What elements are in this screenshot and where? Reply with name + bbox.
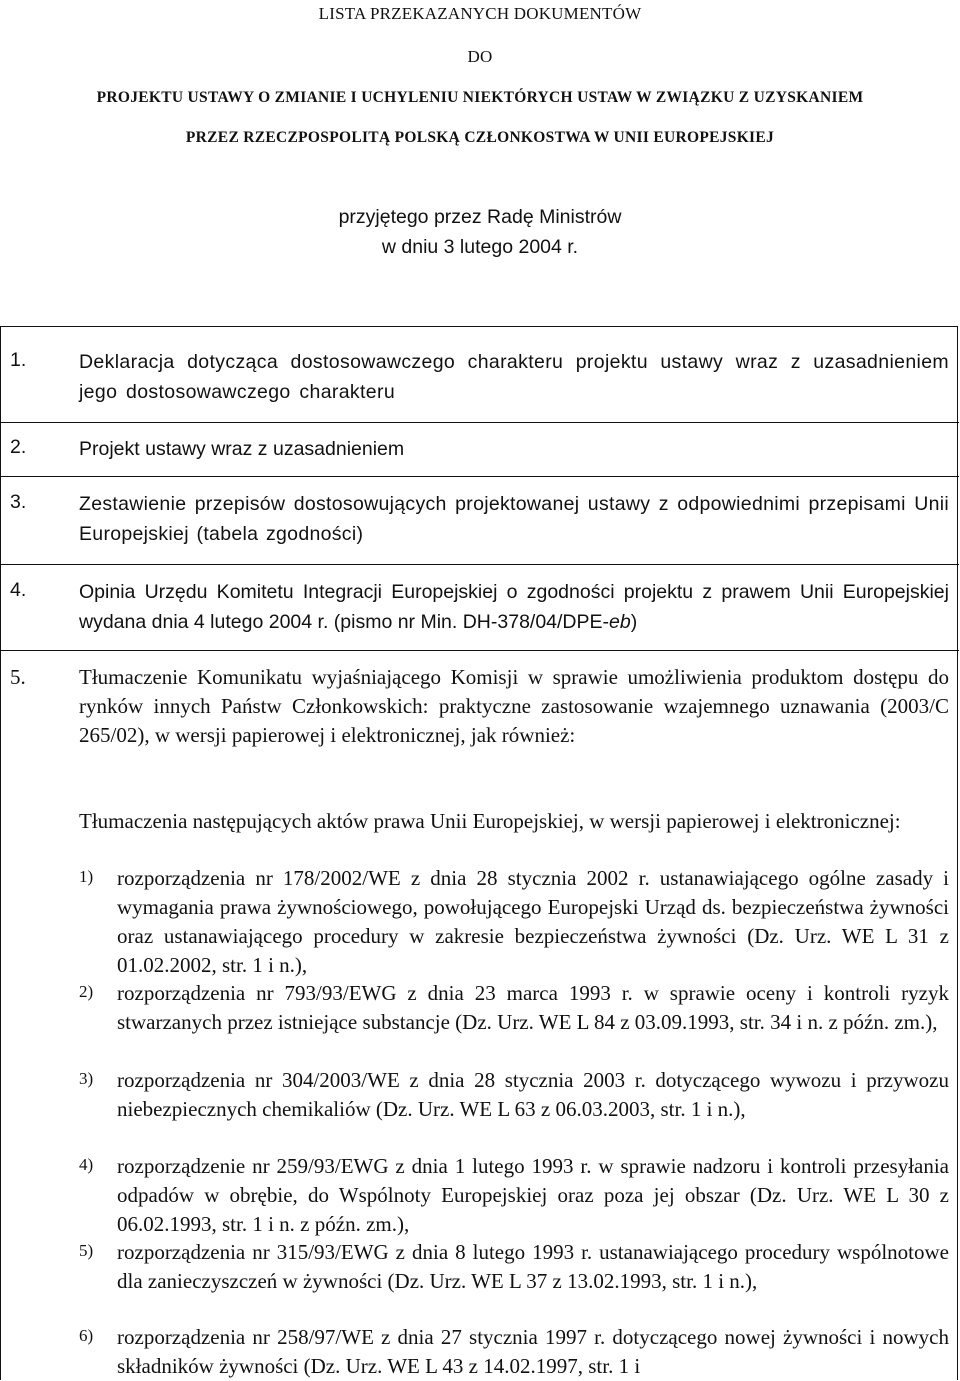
sub-item-text: rozporządzenie nr 259/93/EWG z dnia 1 lutego 1993 r. w sprawie nadzoru i kontroli przesyłania odpadów w obrębie, do Wspólnoty Europejskiej oraz poza jej obszar (Dz. Urz. WE L 30 z 06.02.1993, str. 1 i n. z późn. zm.), (117, 1154, 949, 1236)
documents-table (0, 326, 958, 1380)
item-number: 1. (10, 349, 27, 371)
item-number: 5. (10, 665, 26, 689)
sub-item-text: rozporządzenia nr 793/93/EWG z dnia 23 marca 1993 r. w sprawie oceny i kontroli ryzyk stwarzanych przez istniejące substancje (Dz. Urz. WE L 84 z 03.09.1993, str. 34 i n. z późn. zm.), (117, 981, 949, 1034)
sub-item-number: 2) (79, 982, 94, 1001)
item-number: 3. (10, 491, 27, 513)
item-number: 2. (10, 436, 27, 458)
sub-item-number: 4) (79, 1155, 94, 1174)
project-title-line2: PRZEZ RZECZPOSPOLITĄ POLSKĄ CZŁONKOSTWA W UNII EUROPEJSKIEJ (185, 129, 775, 146)
project-title-line1: PROJEKTU USTAWY O ZMIANIE I UCHYLENIU NIEKTÓRYCH USTAW W ZWIĄZKU Z UZYSKANIEM (96, 89, 864, 106)
row-divider (1, 476, 959, 477)
sub-item-number: 3) (79, 1069, 94, 1088)
sub-item-number: 5) (79, 1241, 94, 1260)
row-divider (1, 422, 959, 423)
item-text: Projekt ustawy wraz z uzasadnieniem (79, 438, 405, 460)
row-divider (1, 650, 959, 651)
item-number: 4. (10, 579, 27, 601)
sub-item-text: rozporządzenia nr 178/2002/WE z dnia 28 stycznia 2002 r. ustanawiającego ogólne zasady i wymagania prawa żywnościowego, powołującego Europejski Urząd ds. bezpieczeństwa żywności oraz ustanawiającego procedury w zakresie bezpieczeństwa żywności (Dz. Urz. WE L 31 z 01.02.2002, str. 1 i n.), (117, 866, 949, 977)
adopted-date-line: w dniu 3 lutego 2004 r. (381, 236, 579, 258)
item-text (79, 577, 949, 637)
document-title-do: DO (467, 47, 493, 66)
sub-item-number: 6) (79, 1326, 94, 1345)
item-text: Zestawienie przepisów dostosowujących projektowanej ustawy z odpowiednimi przepisami Unii Europejskiej (tabela zgodności) (79, 493, 949, 545)
sub-item-number: 1) (79, 867, 94, 886)
item-text-main: Opinia Urzędu Komitetu Integracji Europejskiej o zgodności projektu z prawem Unii Europejskiej wydana dnia 4 lutego 2004 r. (pismo nr Min. DH-378/04/DPE- (79, 581, 949, 633)
sub-item-text: rozporządzenia nr 258/97/WE z dnia 27 stycznia 1997 r. dotyczącego nowej żywności i nowych składników żywności (Dz. Urz. WE L 43 z 14.02.1997, str. 1 i (117, 1325, 949, 1378)
item-text-end: ) (630, 611, 638, 633)
sub-item-text: rozporządzenia nr 304/2003/WE z dnia 28 stycznia 2003 r. dotyczącego wywozu i przywozu niebezpiecznych chemikaliów (Dz. Urz. WE L 63 z 06.03.2003, str. 1 i n.), (117, 1068, 949, 1121)
item-text: Deklaracja dotycząca dostosowawczego charakteru projektu ustawy wraz z uzasadnieniem jego dostosowawczego charakteru (79, 351, 949, 403)
item-text-italic: eb (609, 611, 631, 633)
adopted-by-line: przyjętego przez Radę Ministrów (338, 206, 622, 228)
document-title: LISTA PRZEKAZANYCH DOKUMENTÓW (318, 4, 642, 23)
row-divider (1, 564, 959, 565)
sub-item-text: rozporządzenia nr 315/93/EWG z dnia 8 lutego 1993 r. ustanawiającego procedury wspólnotowe dla zanieczyszczeń w żywności (Dz. Urz. WE L 37 z 13.02.1993, str. 1 i n.), (117, 1240, 949, 1293)
item-text: Tłumaczenie Komunikatu wyjaśniającego Komisji w sprawie umożliwienia produktom dostępu do rynków innych Państw Członkowskich: praktyczne zastosowanie wzajemnego uznawania (2003/C 265/02), w wersji papierowej i elektronicznej, jak również: (79, 665, 949, 747)
translations-intro: Tłumaczenia następujących aktów prawa Unii Europejskiej, w wersji papierowej i elektronicznej: (79, 809, 901, 833)
